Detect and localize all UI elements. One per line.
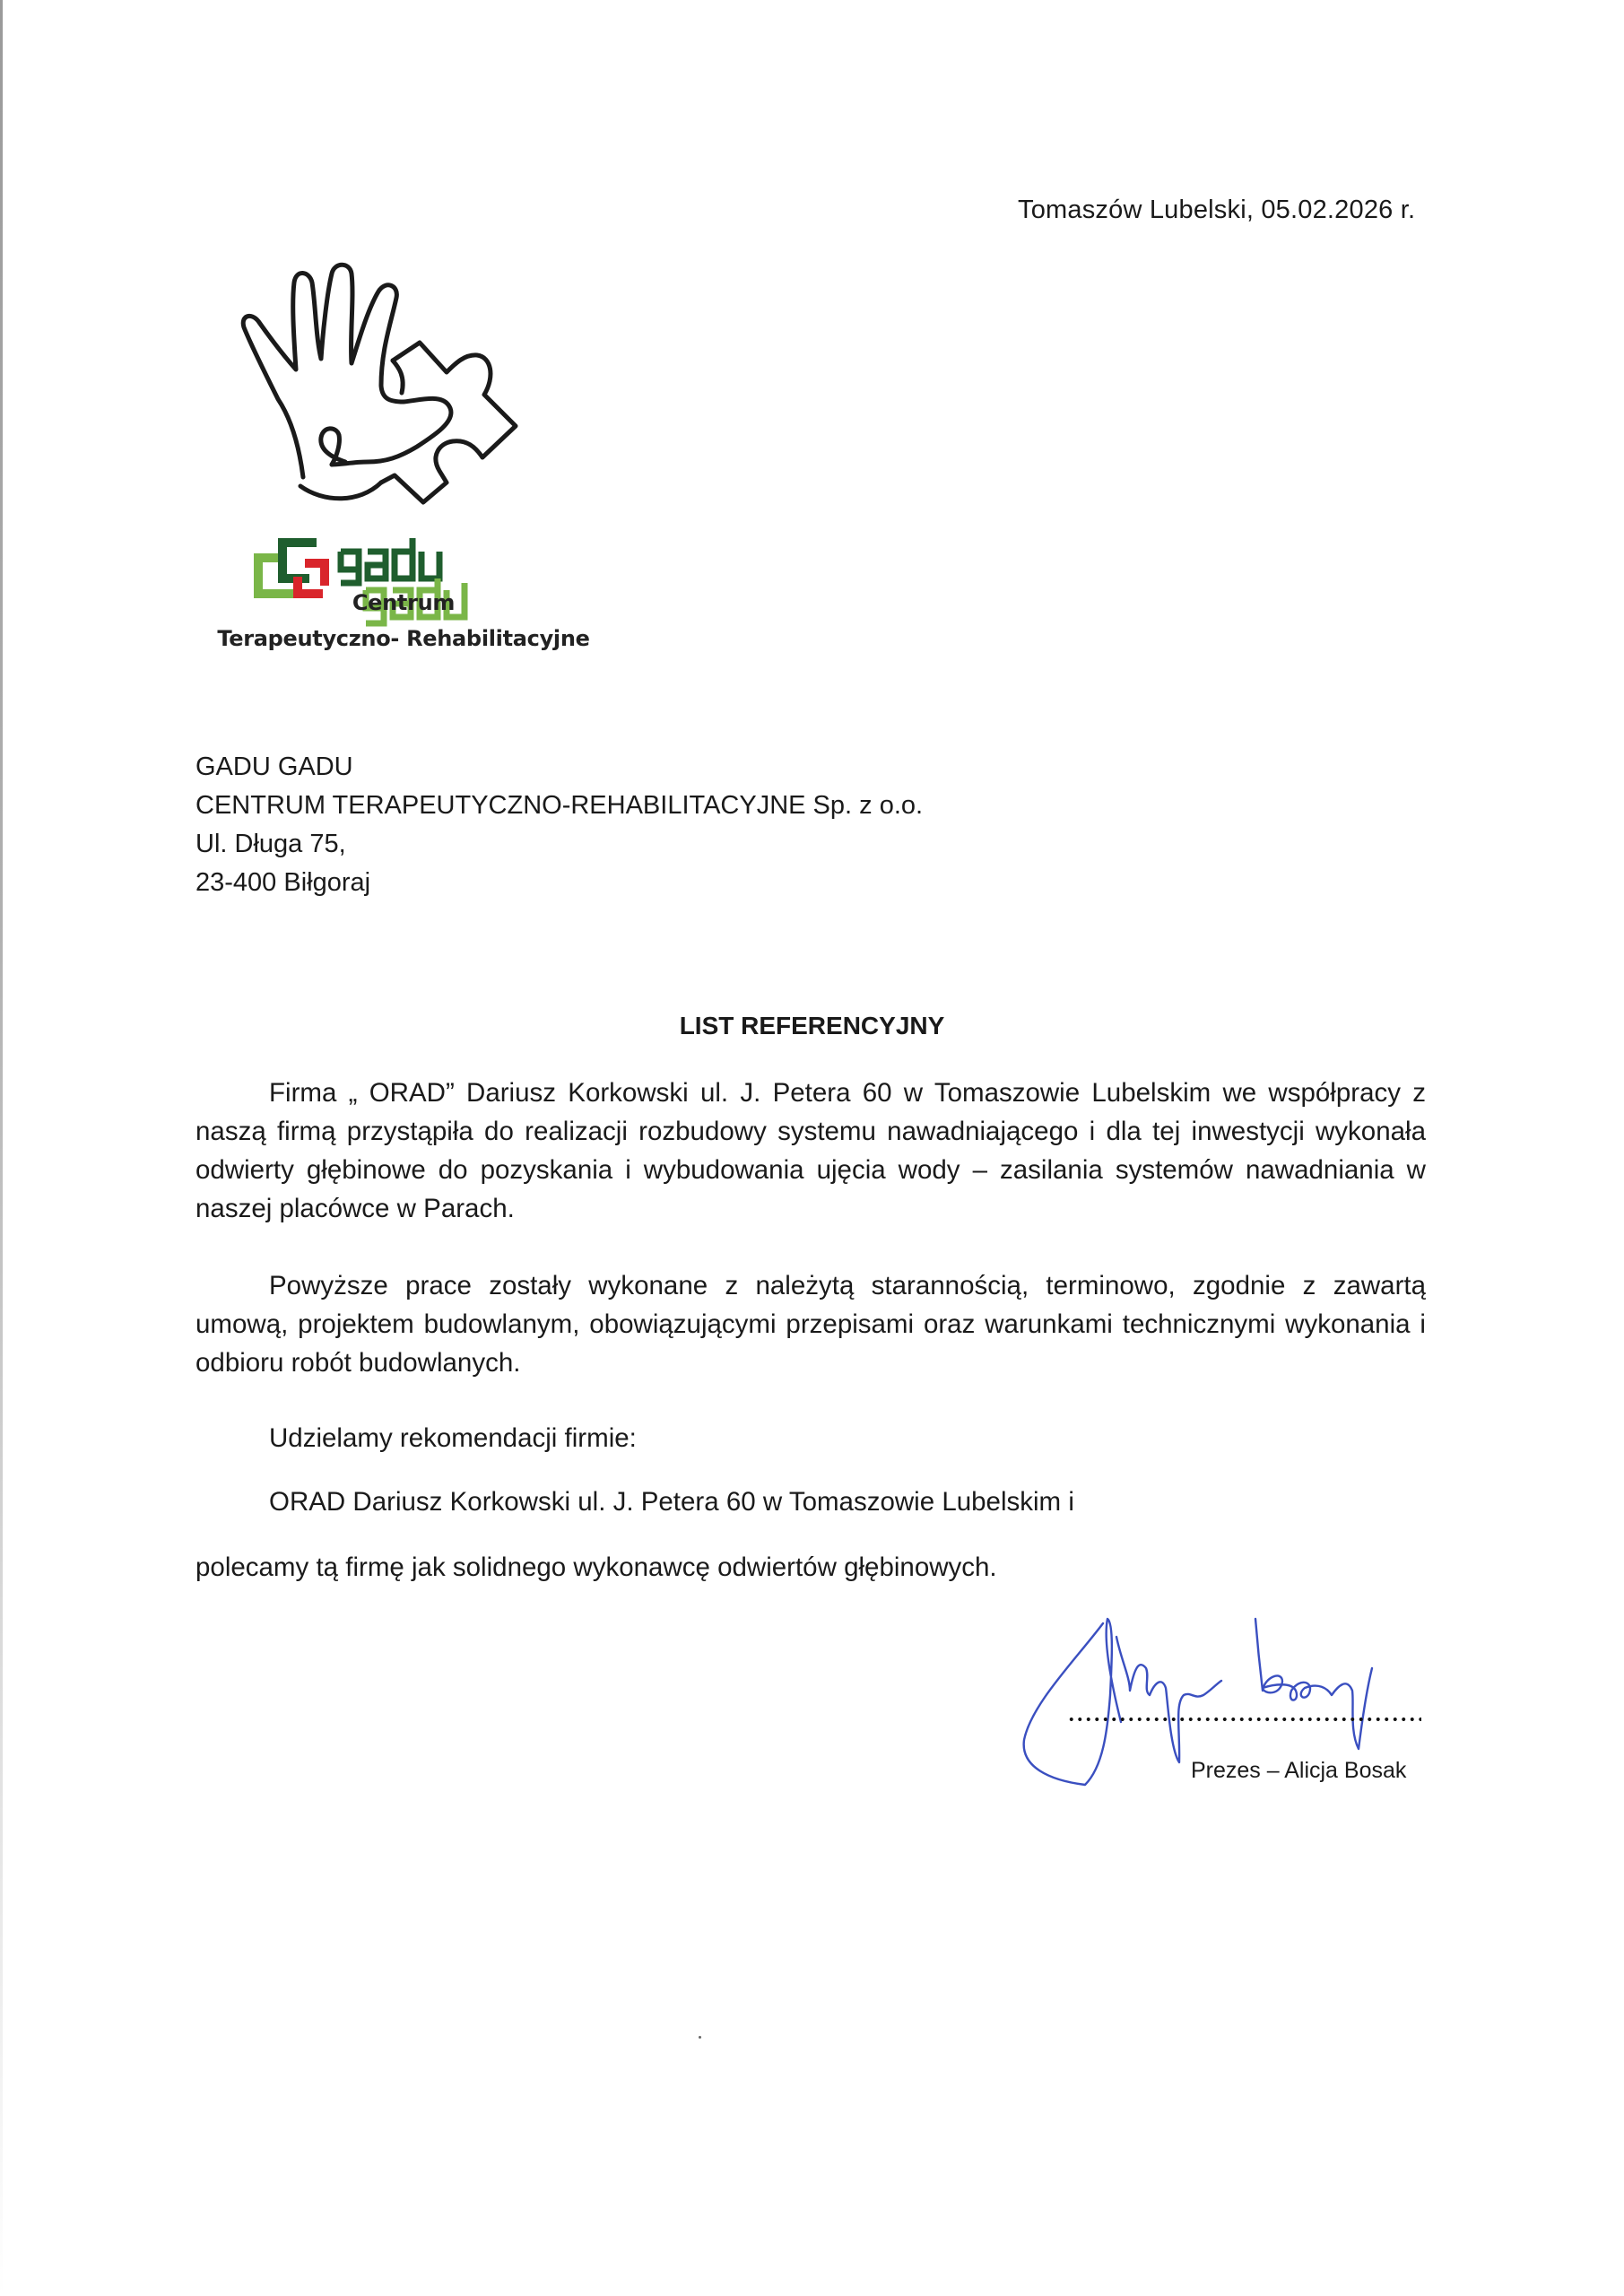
recipient-street: Ul. Długa 75,: [195, 830, 346, 858]
document-title-text: LIST REFERENCYJNY: [679, 1012, 945, 1039]
logo-caption-subtitle: Terapeutyczno- Rehabilitacyjne: [217, 626, 590, 651]
paragraph-4: ORAD Dariusz Korkowski ul. J. Petera 60 w Tomaszowie Lubelskim i: [269, 1487, 1074, 1517]
signature-dotted-line: [1067, 1717, 1421, 1722]
signer-caption: Prezes – Alicja Bosak: [1191, 1758, 1407, 1783]
paragraph-5: polecamy tą firmę jak solidnego wykonawcę odwiertów głębinowych.: [195, 1552, 997, 1582]
paragraph-2: Powyższe prace zostały wykonane z należytą starannością, terminowo, zgodnie z zawartą umową, projektem budowlanym, obowiązującymi przepisami oraz warunkami technicznymi wykonania i odbioru robót budowlanych.: [195, 1271, 1426, 1378]
organization-logo: [215, 242, 592, 664]
document-title: [0, 1012, 1624, 1040]
signature-block: [995, 1605, 1444, 1803]
logo-caption-centrum: Centrum: [352, 590, 456, 615]
recipient-city: 23-400 Biłgoraj: [195, 868, 371, 897]
scan-edge: [0, 0, 3, 2296]
place-date: Tomaszów Lubelski, 05.02.2026 r.: [1018, 196, 1416, 224]
scan-speck: [699, 2036, 701, 2039]
paragraph-3: Udzielamy rekomendacji firmie:: [269, 1423, 637, 1453]
paragraph-1: Firma „ ORAD” Dariusz Korkowski ul. J. Petera 60 w Tomaszowie Lubelskim we współpracy z naszą firmą przystąpiła do realizacji rozbudowy systemu nawadniającego i dla tej inwestycji wykonała odwierty głębinowe do pozyskania i wybudowania ujęcia wody – zasilania systemów nawadniania w naszej placówce w Parach.: [195, 1078, 1426, 1223]
recipient-company: CENTRUM TERAPEUTYCZNO-REHABILITACYJNE Sp. z o.o.: [195, 791, 924, 820]
recipient-address: [195, 748, 923, 902]
recipient-name: GADU GADU: [195, 752, 353, 781]
